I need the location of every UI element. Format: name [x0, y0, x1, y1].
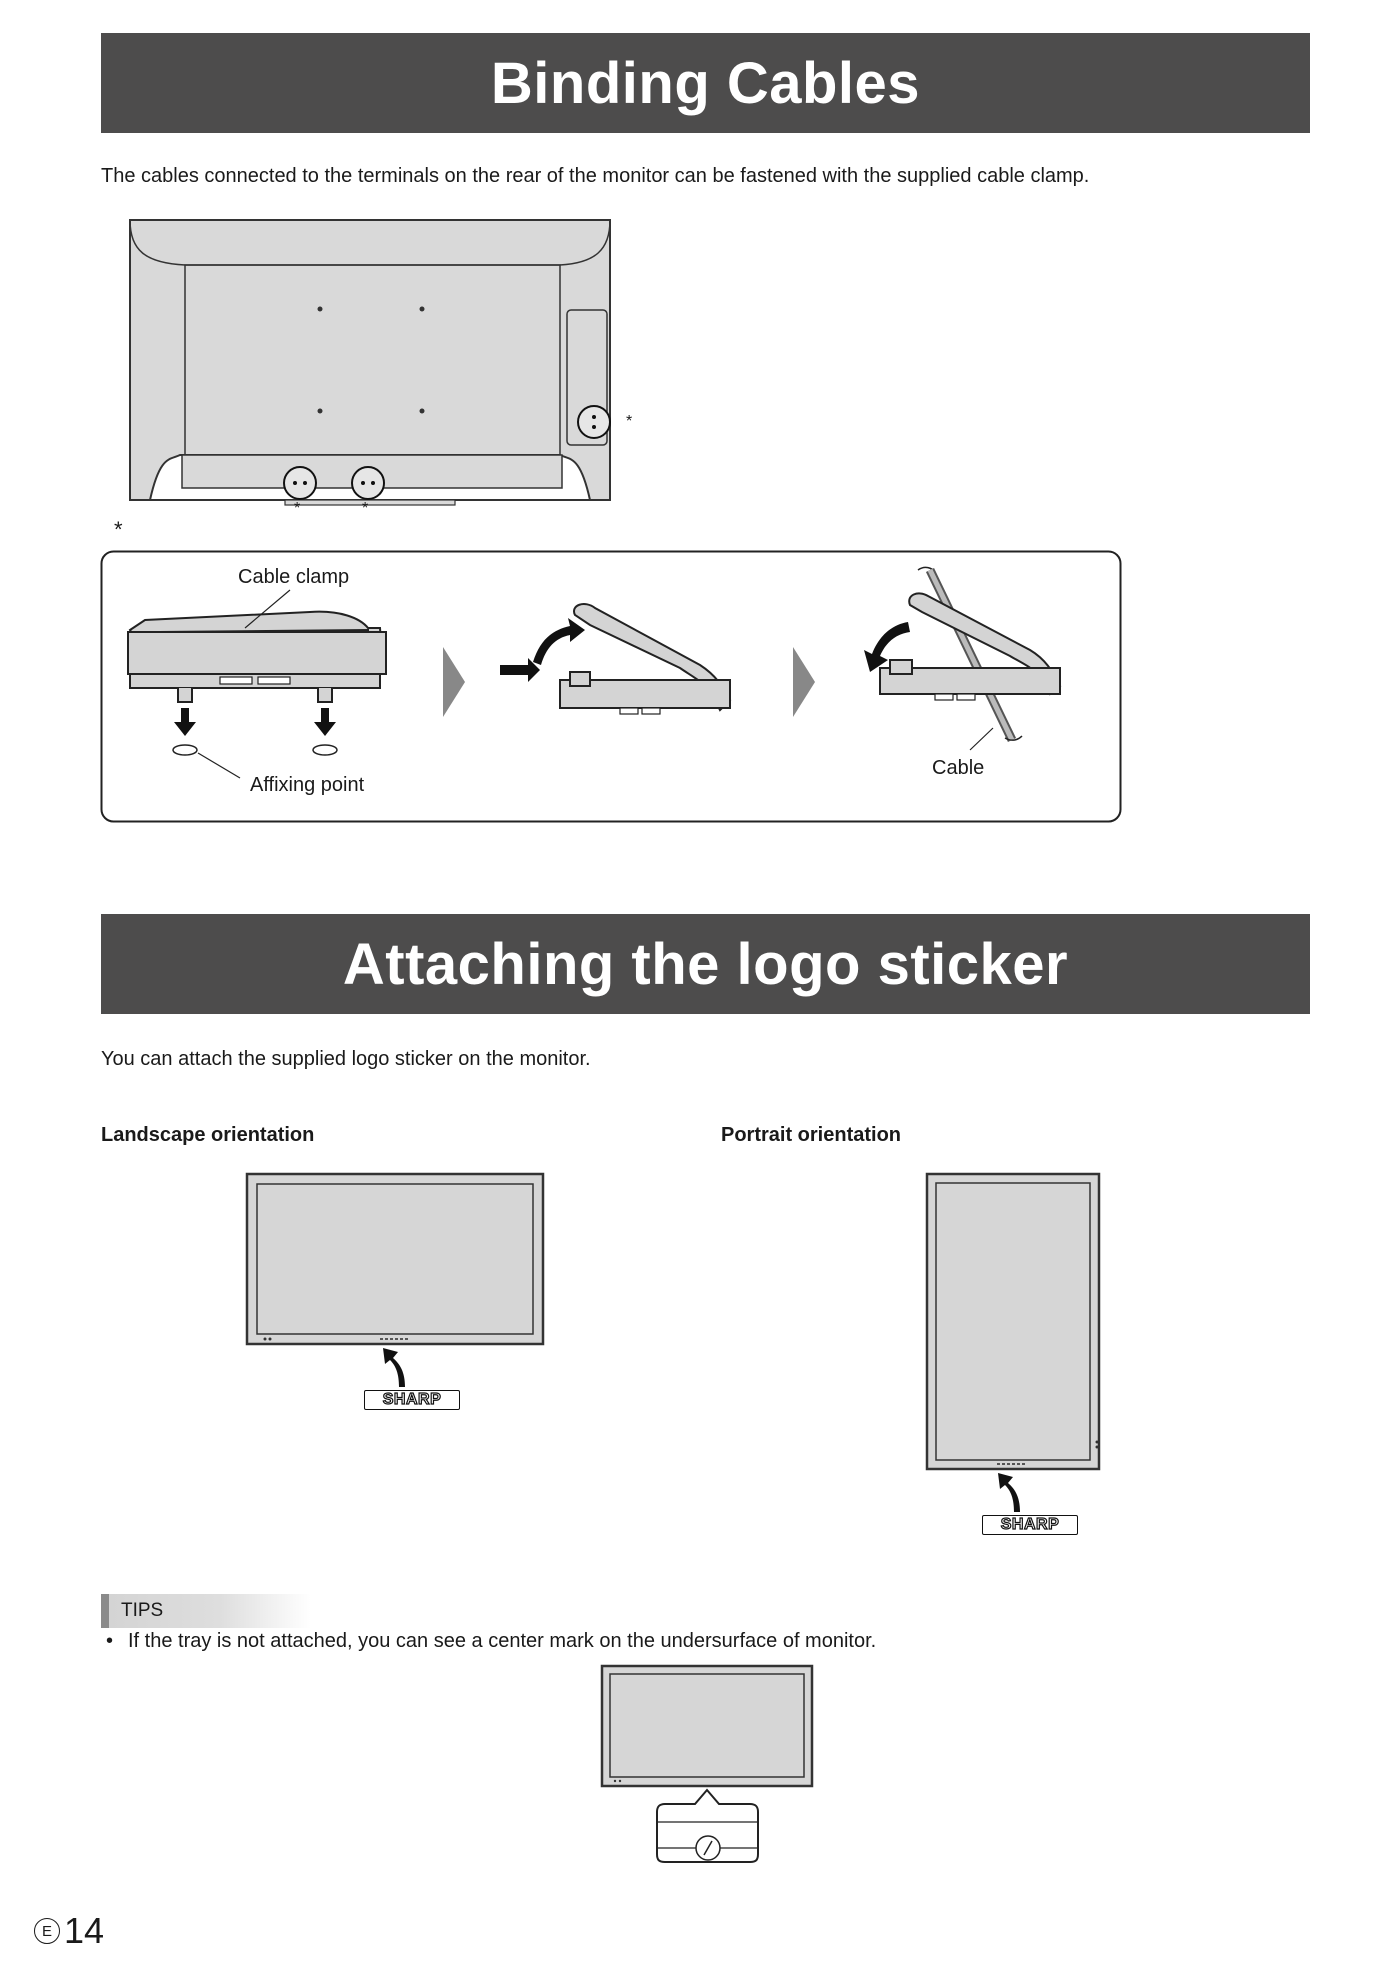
monitor-rear-illustration [120, 215, 640, 525]
asterisk-marker: * [294, 500, 301, 517]
tips-bullet-text: If the tray is not attached, you can see a center mark on the undersurface of monitor. [128, 1630, 877, 1652]
sharp-logo-sticker: SHARP [982, 1515, 1078, 1535]
asterisk-note-marker: * [114, 517, 123, 542]
label-affixing-point: Affixing point [250, 774, 365, 796]
center-mark-monitor-illustration [600, 1664, 815, 1874]
bullet-dot: • [106, 1630, 114, 1652]
page-footer [34, 1910, 104, 1952]
portrait-orientation-heading: Portrait orientation [721, 1124, 902, 1146]
asterisk-marker: * [362, 500, 369, 517]
portrait-monitor-illustration [925, 1172, 1105, 1512]
label-cable: Cable [932, 757, 985, 779]
binding-cables-intro: The cables connected to the terminals on the rear of the monitor can be fastened with the supplied cable clamp. [101, 165, 1090, 187]
tips-heading: TIPS [101, 1594, 311, 1628]
landscape-monitor-illustration [245, 1172, 545, 1412]
landscape-orientation-heading: Landscape orientation [101, 1124, 315, 1146]
section-title-binding-cables: Binding Cables [101, 33, 1310, 133]
section-title-logo-sticker: Attaching the logo sticker [101, 914, 1310, 1014]
logo-sticker-intro: You can attach the supplied logo sticker on the monitor. [101, 1048, 591, 1070]
language-mark: E [34, 1918, 60, 1944]
page-number: 14 [64, 1910, 105, 1951]
label-cable-clamp: Cable clamp [238, 566, 350, 588]
sharp-logo-sticker: SHARP [364, 1390, 460, 1410]
asterisk-marker: * [626, 413, 633, 430]
tips-bullet [106, 1630, 876, 1653]
